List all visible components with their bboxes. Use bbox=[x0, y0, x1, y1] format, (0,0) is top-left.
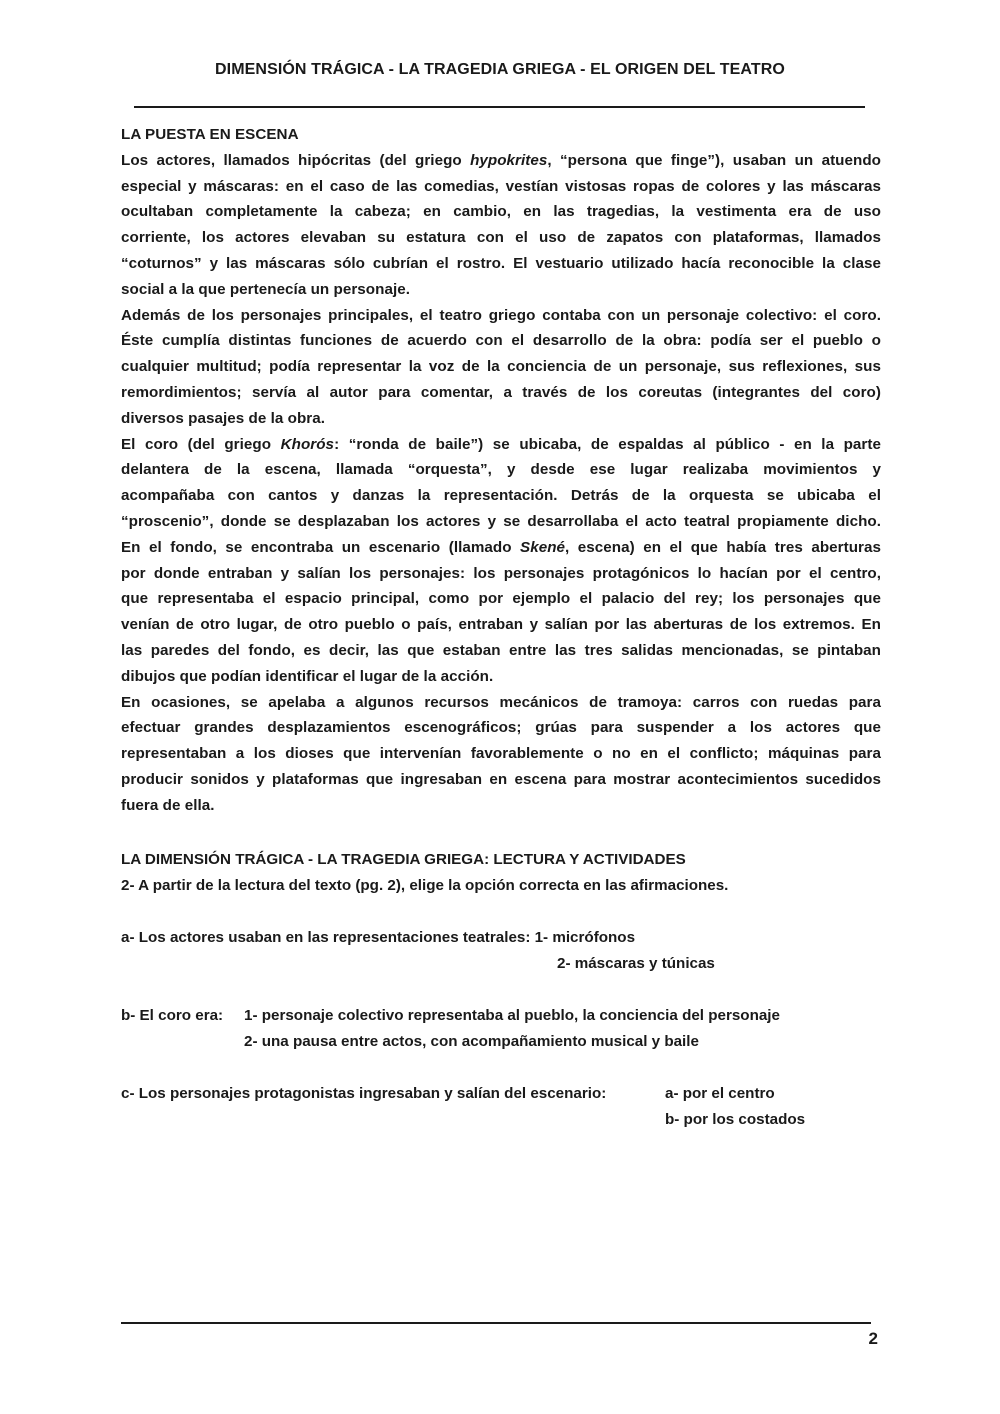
paragraph-coro bbox=[121, 303, 881, 432]
text-line: fuera de ella. bbox=[121, 796, 215, 814]
text-line: acompañaba con cantos y danzas la representación. Detrás de la orquesta se ubicaba el bbox=[121, 487, 881, 505]
page-number: 2 bbox=[868, 1329, 878, 1348]
text-line: representaban a los dioses que intervenían favorablemente o no en el conflicto; máquinas para bbox=[121, 745, 881, 763]
term-khoros: Khorós bbox=[280, 435, 335, 453]
question-a-option-2: 2- máscaras y túnicas bbox=[557, 955, 715, 972]
term-hypokrites: hypokrites bbox=[470, 151, 548, 169]
text-line: que representaba el espacio principal, como por ejemplo el palacio del rey; los personajes que bbox=[121, 590, 881, 608]
section-heading: LA PUESTA EN ESCENA bbox=[121, 126, 299, 143]
text-line: venían de otro lugar, de otro pueblo o país, entraban y salían por las aberturas de los extremos. En bbox=[121, 616, 881, 634]
text-line: especial y máscaras: en el caso de las comedias, vestían vistosas ropas de colores y las máscaras bbox=[121, 177, 881, 195]
question-c-stem: c- Los personajes protagonistas ingresaban y salían del escenario: bbox=[121, 1085, 607, 1102]
question-c-option-a: a- por el centro bbox=[665, 1085, 775, 1102]
text-line: por donde entraban y salían los personajes: los personajes protagónicos lo hacían por el centro, bbox=[121, 564, 881, 582]
paragraph-tramoya bbox=[121, 690, 881, 819]
text-line: En el fondo, se encontraba un escenario (llamado Skené, escena) en el que había tres aberturas bbox=[121, 538, 881, 556]
paragraph-actores bbox=[121, 148, 881, 303]
text-line: social a la que pertenecía un personaje. bbox=[121, 280, 410, 298]
text-line: dibujos que podían identificar el lugar de la acción. bbox=[121, 667, 494, 685]
text-line: diversos pasajes de la obra. bbox=[121, 409, 325, 427]
text-line: delantera de la escena, llamada “orquesta”, y desde ese lugar realizaba movimientos y bbox=[121, 461, 881, 479]
text-line: “coturnos” y las máscaras sólo cubrían el rostro. El vestuario utilizado hacía reconocible la clase bbox=[121, 254, 881, 272]
section-puesta-en-escena bbox=[121, 122, 881, 819]
paragraph-escenario bbox=[121, 432, 881, 690]
section-actividades bbox=[121, 847, 901, 899]
text-line: ocultaban completamente la cabeza; en cambio, en las tragedias, la vestimenta era de uso bbox=[121, 203, 881, 221]
text-line: En ocasiones, se apelaba a algunos recursos mecánicos de tramoya: carros con ruedas para bbox=[121, 693, 881, 711]
term-skene: Skené bbox=[520, 538, 566, 556]
header-divider bbox=[134, 106, 865, 108]
text-line: efectuar grandes desplazamientos escenográficos; grúas para suspender a los actores que bbox=[121, 719, 881, 737]
text-line: cualquier multitud; podía representar la voz de la conciencia de un personaje, sus reflexiones, sus bbox=[121, 358, 881, 376]
text-line: remordimientos; servía al autor para comentar, a través de los coreutas (integrantes del coro) bbox=[121, 383, 881, 401]
text-line: corriente, los actores elevaban su estatura con el uso de zapatos con plataformas, llamados bbox=[121, 229, 881, 247]
question-a-stem: a- Los actores usaban en las representaciones teatrales: 1- micrófonos bbox=[121, 929, 636, 946]
text-line: El coro (del griego Khorós: “ronda de baile”) se ubicaba, de espaldas al público - en la parte bbox=[121, 435, 881, 453]
footer-divider bbox=[121, 1322, 871, 1324]
text-line: “proscenio”, donde se desplazaban los actores y se desarrollaba el acto teatral propiamente dicho. bbox=[121, 512, 881, 530]
text-line: Éste cumplía distintas funciones de acuerdo con el desarrollo de la obra: podía ser el pueblo o bbox=[121, 332, 881, 350]
text-line: las paredes del fondo, es decir, las que estaban entre las tres salidas mencionadas, se pintaban bbox=[121, 641, 881, 659]
question-c-option-b: b- por los costados bbox=[665, 1111, 806, 1128]
question-b-option-1: 1- personaje colectivo representaba al pueblo, la conciencia del personaje bbox=[244, 1007, 780, 1024]
text-line: Además de los personajes principales, el teatro griego contaba con un personaje colectivo: el coro. bbox=[121, 306, 881, 324]
section-heading: LA DIMENSIÓN TRÁGICA - LA TRAGEDIA GRIEGA: LECTURA Y ACTIVIDADES bbox=[121, 851, 686, 868]
question-b-option-2: 2- una pausa entre actos, con acompañamiento musical y baile bbox=[244, 1033, 699, 1050]
activity-instruction: 2- A partir de la lectura del texto (pg. 2), elige la opción correcta en las afirmaciones. bbox=[121, 876, 729, 894]
question-b-stem: b- El coro era: bbox=[121, 1007, 224, 1024]
text-line: producir sonidos y plataformas que ingresaban en escena para mostrar acontecimientos sucedidos bbox=[121, 770, 881, 788]
page-title: DIMENSIÓN TRÁGICA - LA TRAGEDIA GRIEGA - EL ORIGEN DEL TEATRO bbox=[215, 61, 785, 78]
text-line: Los actores, llamados hipócritas (del griego hypokrites, “persona que finge”), usaban un atuendo bbox=[121, 151, 881, 169]
